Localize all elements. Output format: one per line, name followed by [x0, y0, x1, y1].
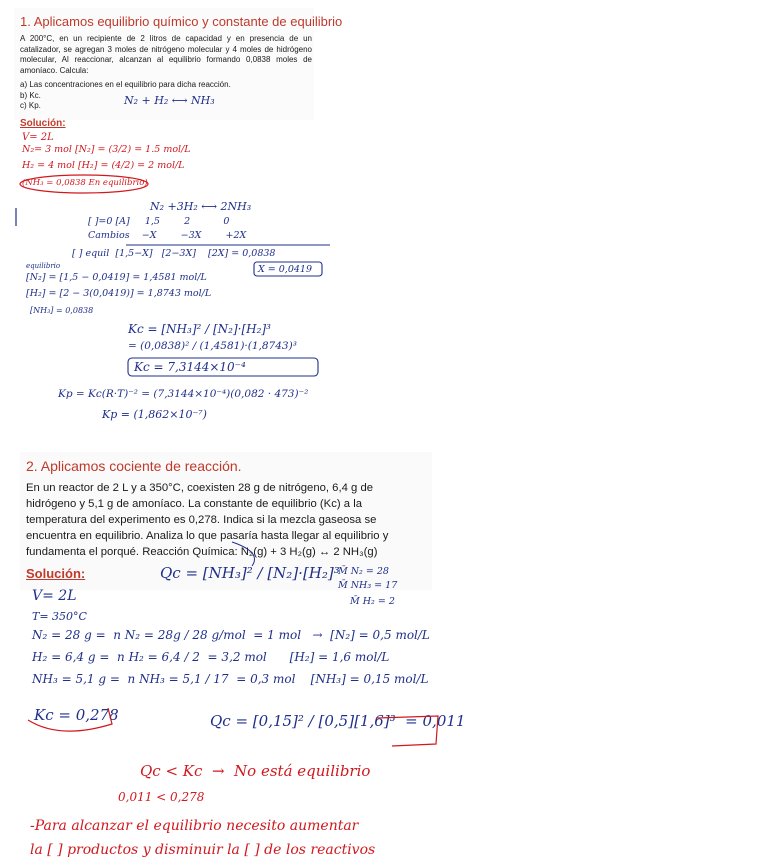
hand-equilibrio-label: equilibrio	[26, 262, 61, 270]
hand-comparison-values: 0,011 < 0,278	[118, 790, 205, 804]
box-x-value	[254, 262, 322, 276]
problem-line: En un reactor de 2 L y a 350°C, coexisten 28 g de nitrógeno, 6,4 g de	[26, 482, 374, 494]
hand-n2-eq: [N₂] = [1,5 − 0,0419] = 1,4581 mol/L	[26, 272, 207, 283]
hand-volume-2: V= 2L	[32, 588, 77, 604]
section1-title: 1. Aplicamos equilibrio químico y constante de equilibrio	[20, 14, 343, 29]
problem-line: fundamenta el porqué. Reacción Química: N₂(g) + 3 H₂(g) ↔ 2 NH₃(g)	[26, 546, 378, 558]
hand-volume-1: V= 2L	[22, 132, 54, 143]
hand-x-value: X = 0,0419	[258, 264, 313, 275]
hand-equation: N₂ +3H₂ ⟷ 2NH₃	[150, 200, 252, 213]
circle-nh3-eq	[20, 175, 148, 193]
hand-h2-eq: [H₂] = [2 − 3(0,0419)] = 1,8743 mol/L	[26, 288, 212, 299]
hand-molar-mass-n2: M̄ N₂ = 28	[338, 566, 389, 577]
hand-kp-formula: Kp = Kc(R·T)⁻² = (7,3144×10⁻⁴)(0,082 · 473)⁻²	[58, 388, 309, 400]
ink-circle-reaction	[232, 542, 255, 566]
problem-line: temperatura del experimento es 0,278. Indica si la mezcla gaseosa se	[26, 514, 377, 526]
hand-row-initial: [ ]=0 [A] 1,5 2 0	[88, 216, 230, 227]
hand-kc-expression: Kc = [NH₃]² / [N₂]·[H₂]³	[128, 322, 271, 336]
hand-kc-substitution: = (0,0838)² / (1,4581)·(1,8743)³	[128, 340, 297, 352]
hand-molar-mass-h2: M̄ H₂ = 2	[350, 596, 395, 607]
hand-qc-calculation: Qc = [0,15]² / [0,5][1,6]³ = 0,011	[210, 712, 466, 730]
section1-solution-label: Solución:	[20, 118, 66, 129]
section2-solution-label: Solución:	[26, 566, 86, 581]
reaction-handwritten: N₂ + H₂ ⟷ NH₃	[124, 94, 215, 107]
problem-line: encuentra en equilibrio. Analiza lo que pasaría hasta llegar al equilibrio y	[26, 530, 389, 542]
hand-n2-conc: N₂= 3 mol [N₂] = (3/2) = 1.5 mol/L	[22, 144, 191, 155]
hand-comparison: Qc < Kc → No está equilibrio	[140, 762, 371, 780]
box-qc-result	[376, 716, 438, 746]
hand-kc-result: Kc = 7,3144×10⁻⁴	[134, 360, 246, 374]
hand-h2-calc: H₂ = 6,4 g = n H₂ = 6,4 / 2 = 3,2 mol [H₂] = 1,6 mol/L	[32, 650, 390, 664]
question-b: b) Kc.	[20, 90, 41, 100]
hand-kp-result: Kp = (1,862×10⁻⁷)	[102, 408, 207, 421]
hand-temperature: T= 350°C	[32, 610, 87, 623]
hand-molar-mass-nh3: M̄ NH₃ = 17	[338, 580, 398, 591]
hand-qc-definition: Qc = [NH₃]² / [N₂]·[H₂]³	[160, 564, 340, 582]
hand-row-changes: Cambios −X −3X +2X	[88, 230, 247, 241]
hand-kc-given: Kc = 0,278	[34, 706, 119, 724]
hand-conclusion-1: -Para alcanzar el equilibrio necesito aumentar	[30, 818, 359, 834]
problem-line: hidrógeno y 5,1 g de amoníaco. La constante de equilibrio (Kc) a la	[26, 498, 362, 510]
section2-title: 2. Aplicamos cociente de reacción.	[26, 458, 242, 474]
hand-nh3-calc: NH₃ = 5,1 g = n NH₃ = 5,1 / 17 = 0,3 mol [NH₃] = 0,15 mol/L	[32, 672, 429, 686]
section1-problem: A 200°C, en un recipiente de 2 litros de capacidad y en presencia de un catalizador, se agregan 3 moles de nitrógeno molecular y 4 moles de hidrógeno molecular, Al reaccionar, alcanzan al equilibrio formando 0,0838 moles de amoníaco. Calcula:	[20, 34, 312, 75]
hand-nh3-conc: [NH₃] = 0,0838	[30, 306, 94, 315]
hand-n2-calc: N₂ = 28 g = n N₂ = 28g / 28 g/mol = 1 mol → [N₂] = 0,5 mol/L	[32, 628, 430, 642]
hand-conclusion-2: la [ ] productos y disminuir la [ ] de los reactivos	[30, 842, 376, 858]
question-c: c) Kp.	[20, 101, 41, 110]
hand-nh3-eq: (NH₃ = 0,0838 En equilibrio)	[22, 178, 148, 188]
hand-h2-conc: H₂ = 4 mol [H₂] = (4/2) = 2 mol/L	[22, 160, 185, 171]
question-a: a) Las concentraciones en el equilibrio para dicha reacción.	[20, 80, 231, 89]
hand-row-equilibrium: [ ] equil [1,5−X] [2−3X] [2X] = 0,0838	[72, 248, 276, 259]
box-kc-result	[128, 358, 318, 376]
box-kc-given	[28, 708, 112, 731]
